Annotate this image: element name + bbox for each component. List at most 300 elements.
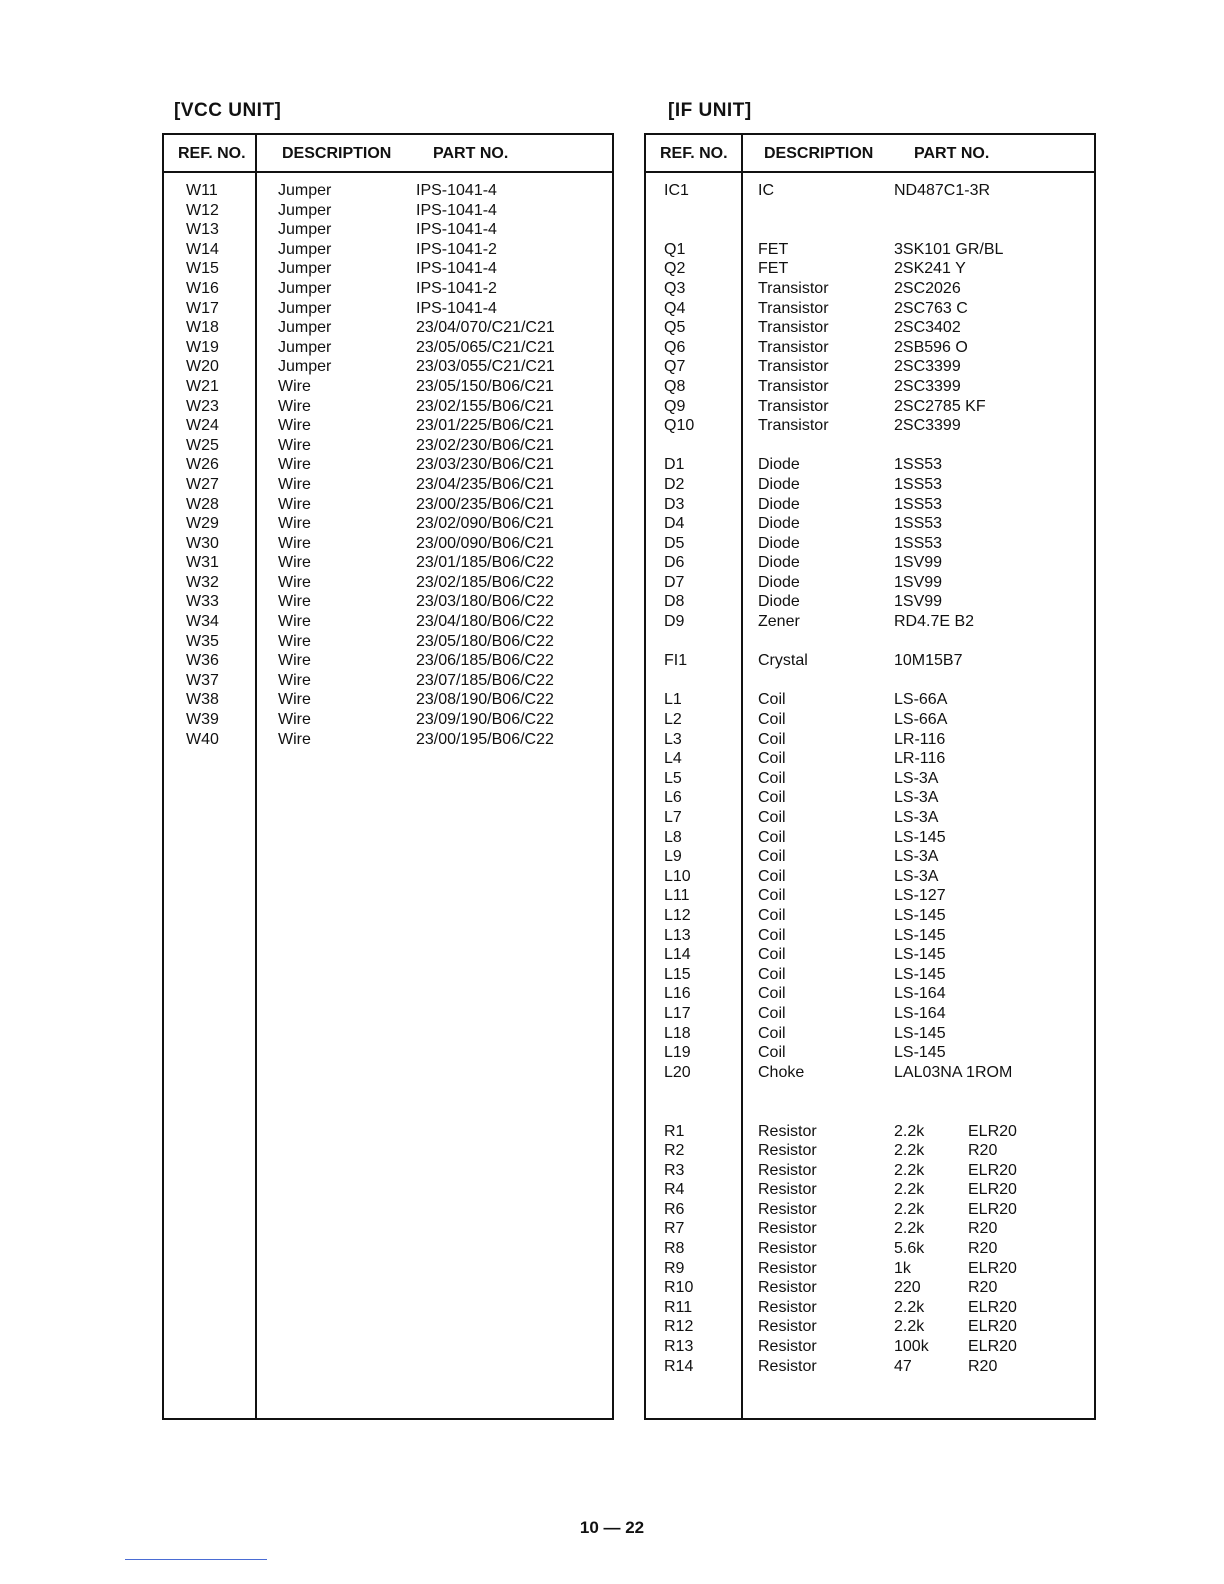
if-cell-part: 1SV99 (894, 593, 943, 611)
if-table-row (646, 671, 1094, 691)
if-table-row (646, 886, 1094, 906)
if-cell-part: 3SK101 GR/BL (894, 240, 1004, 258)
vcc-table-row (164, 318, 612, 338)
if-cell-part: 47 (894, 1357, 912, 1375)
vcc-cell-desc: Wire (278, 534, 311, 552)
if-cell-part: 1SS53 (894, 515, 943, 533)
if-cell-part2: R20 (968, 1240, 998, 1258)
if-table-row (646, 710, 1094, 730)
vcc-cell-part: 23/07/185/B06/C22 (416, 671, 554, 689)
if-cell-desc: Transistor (758, 319, 829, 337)
if-cell-desc: FET (758, 260, 789, 278)
vcc-cell-ref: W32 (186, 573, 219, 591)
if-cell-part: 2SC763 C (894, 299, 968, 317)
vcc-cell-ref: W40 (186, 730, 219, 748)
if-cell-ref: L1 (664, 691, 682, 709)
if-table-row (646, 338, 1094, 358)
if-cell-desc: Resistor (758, 1279, 817, 1297)
if-cell-desc: Transistor (758, 338, 829, 356)
vcc-unit-title: [VCC UNIT] (174, 100, 282, 121)
if-cell-part: 2.2k (894, 1200, 925, 1218)
vcc-cell-ref: W24 (186, 417, 219, 435)
if-cell-desc: Diode (758, 475, 800, 493)
if-table-row (646, 730, 1094, 750)
if-cell-part2: ELR20 (968, 1259, 1017, 1277)
vcc-cell-part: 23/02/090/B06/C21 (416, 515, 554, 533)
vcc-table-header (164, 135, 612, 173)
if-cell-desc: Coil (758, 946, 786, 964)
vcc-cell-part: IPS-1041-4 (416, 299, 497, 317)
if-table-row (646, 1298, 1094, 1318)
if-cell-ref: R1 (664, 1122, 685, 1140)
if-cell-part2: ELR20 (968, 1298, 1017, 1316)
if-table-row (646, 749, 1094, 769)
vcc-cell-ref: W39 (186, 711, 219, 729)
if-cell-ref: D8 (664, 593, 685, 611)
if-cell-part2: R20 (968, 1279, 998, 1297)
vcc-cell-ref: W34 (186, 613, 219, 631)
vcc-table-row (164, 514, 612, 534)
vcc-table-row (164, 730, 612, 750)
if-table-row (646, 495, 1094, 515)
vcc-table-row (164, 436, 612, 456)
if-cell-ref: R11 (664, 1298, 693, 1316)
vcc-cell-ref: W31 (186, 554, 219, 572)
if-cell-part: 1SS53 (894, 534, 943, 552)
if-cell-part: 2.2k (894, 1220, 925, 1238)
if-cell-part: LS-3A (894, 848, 939, 866)
if-cell-ref: L18 (664, 1024, 691, 1042)
if-cell-ref: Q5 (664, 319, 686, 337)
vcc-table-row (164, 240, 612, 260)
vcc-cell-ref: W15 (186, 260, 219, 278)
vcc-cell-part: 23/00/195/B06/C22 (416, 730, 554, 748)
vcc-table-row (164, 377, 612, 397)
if-table-row (646, 1082, 1094, 1102)
vcc-table-row (164, 534, 612, 554)
if-cell-part: 220 (894, 1279, 921, 1297)
if-cell-part: 2SC3399 (894, 377, 961, 395)
if-cell-part: LS-3A (894, 789, 939, 807)
if-table-row (646, 357, 1094, 377)
if-cell-ref: L7 (664, 809, 682, 826)
vcc-cell-ref: W29 (186, 515, 219, 533)
if-table-row (646, 201, 1094, 221)
if-table-row (646, 1043, 1094, 1063)
if-cell-ref: D3 (664, 495, 685, 513)
if-cell-ref: D1 (664, 456, 685, 474)
if-table-row (646, 906, 1094, 926)
vcc-cell-ref: W36 (186, 652, 219, 670)
if-table-row (646, 1161, 1094, 1181)
if-table-row (646, 377, 1094, 397)
if-table-row (646, 788, 1094, 808)
if-table-row (646, 1122, 1094, 1142)
vcc-cell-ref: W27 (186, 475, 219, 493)
if-cell-desc: Coil (758, 926, 786, 944)
vcc-cell-ref: W37 (186, 671, 219, 689)
if-cell-part: 1SS53 (894, 475, 943, 493)
if-cell-desc: Diode (758, 554, 800, 572)
vcc-table-row (164, 338, 612, 358)
if-cell-ref: L6 (664, 789, 682, 807)
if-cell-ref: D6 (664, 554, 685, 572)
if-table-row (646, 808, 1094, 828)
vcc-cell-desc: Wire (278, 691, 311, 709)
if-cell-part: 100k (894, 1338, 929, 1356)
vcc-cell-desc: Wire (278, 730, 311, 748)
if-cell-desc: Resistor (758, 1200, 817, 1218)
if-table-row (646, 514, 1094, 534)
if-cell-ref: L17 (664, 1004, 691, 1022)
if-table-row (646, 573, 1094, 593)
if-table-row (646, 1337, 1094, 1357)
if-cell-desc: Coil (758, 769, 786, 787)
if-cell-desc: Transistor (758, 279, 829, 297)
if-cell-ref: D7 (664, 573, 685, 591)
if-cell-part: LR-116 (894, 750, 946, 768)
vcc-cell-part: IPS-1041-4 (416, 260, 497, 278)
if-cell-part2: ELR20 (968, 1338, 1017, 1356)
if-cell-ref: R3 (664, 1161, 685, 1179)
vcc-cell-part: IPS-1041-4 (416, 201, 497, 219)
if-table-row (646, 475, 1094, 495)
if-cell-part2: R20 (968, 1357, 998, 1375)
if-cell-part: 1k (894, 1259, 911, 1277)
if-cell-ref: R2 (664, 1142, 685, 1160)
if-cell-desc: Transistor (758, 397, 829, 415)
vcc-table-row (164, 690, 612, 710)
if-cell-ref: L14 (664, 946, 691, 964)
vcc-cell-ref: W23 (186, 397, 219, 415)
if-table-row (646, 455, 1094, 475)
if-table-row (646, 1317, 1094, 1337)
vcc-table-row (164, 181, 612, 201)
if-cell-ref: Q1 (664, 240, 686, 258)
vcc-cell-ref: W21 (186, 377, 219, 395)
vcc-table-row (164, 279, 612, 299)
if-table-row (646, 1063, 1094, 1083)
if-cell-desc: Coil (758, 867, 786, 885)
if-cell-ref: Q10 (664, 417, 695, 435)
if-cell-ref: L16 (664, 985, 691, 1003)
if-cell-ref: R8 (664, 1240, 685, 1258)
vcc-cell-desc: Jumper (278, 240, 332, 258)
if-cell-desc: Coil (758, 750, 786, 768)
if-cell-ref: Q2 (664, 260, 686, 278)
if-table-row (646, 612, 1094, 632)
if-table-row (646, 299, 1094, 319)
if-cell-part: 2.2k (894, 1161, 925, 1179)
vcc-cell-ref: W17 (186, 299, 219, 317)
vcc-cell-part: 23/06/185/B06/C22 (416, 652, 554, 670)
vcc-cell-desc: Jumper (278, 260, 332, 278)
if-cell-ref: Q8 (664, 377, 686, 395)
vcc-cell-desc: Jumper (278, 221, 332, 239)
if-cell-desc: FET (758, 240, 789, 258)
vcc-cell-desc: Wire (278, 652, 311, 670)
if-table-row (646, 828, 1094, 848)
if-cell-part: 10M15B7 (894, 652, 963, 670)
if-cell-part: LS-3A (894, 809, 939, 826)
vcc-cell-desc: Jumper (278, 201, 332, 219)
if-table-row (646, 1024, 1094, 1044)
vcc-cell-part: IPS-1041-2 (416, 279, 497, 297)
if-cell-desc: Transistor (758, 377, 829, 395)
if-table-row (646, 1004, 1094, 1024)
if-cell-part: 5.6k (894, 1240, 925, 1258)
vcc-table-row (164, 201, 612, 221)
if-cell-ref: D5 (664, 534, 685, 552)
vcc-cell-ref: W35 (186, 632, 219, 650)
vcc-cell-desc: Jumper (278, 299, 332, 317)
if-unit-title: [IF UNIT] (668, 100, 752, 121)
vcc-cell-desc: Wire (278, 397, 311, 415)
if-cell-ref: D9 (664, 613, 685, 631)
if-cell-part2: R20 (968, 1142, 998, 1160)
if-cell-ref: L13 (664, 926, 691, 944)
if-cell-desc: Coil (758, 711, 786, 729)
if-cell-part2: R20 (968, 1220, 998, 1238)
vcc-cell-desc: Jumper (278, 279, 332, 297)
if-cell-part: LS-3A (894, 867, 939, 885)
if-cell-ref: D4 (664, 515, 685, 533)
vcc-cell-part: IPS-1041-4 (416, 221, 497, 239)
if-cell-part2: ELR20 (968, 1181, 1017, 1199)
if-cell-part: LS-164 (894, 1004, 946, 1022)
vcc-table-row (164, 299, 612, 319)
if-table-row (646, 259, 1094, 279)
if-cell-part: ND487C1-3R (894, 182, 991, 199)
page-number: 10 — 22 (579, 1518, 645, 1537)
if-cell-part: LS-145 (894, 1044, 946, 1062)
vcc-table-row (164, 357, 612, 377)
if-cell-part: 2SC2026 (894, 279, 961, 297)
if-cell-ref: R13 (664, 1338, 694, 1356)
if-cell-part: 2SC3399 (894, 417, 961, 435)
if-cell-desc: Transistor (758, 299, 829, 317)
if-table-row (646, 1239, 1094, 1259)
vcc-cell-part: 23/03/230/B06/C21 (416, 456, 554, 474)
decorative-line (125, 1559, 267, 1560)
vcc-cell-desc: Jumper (278, 182, 332, 199)
vcc-cell-desc: Wire (278, 417, 311, 435)
if-cell-part: 2.2k (894, 1298, 925, 1316)
vcc-cell-part: 23/04/070/C21/C21 (416, 319, 555, 337)
if-cell-part: 2SC2785 KF (894, 397, 986, 415)
if-cell-part: LS-66A (894, 691, 948, 709)
vcc-cell-part: 23/09/190/B06/C22 (416, 711, 554, 729)
vcc-cell-part: 23/05/065/C21/C21 (416, 338, 555, 356)
if-cell-ref: L10 (664, 867, 691, 885)
vcc-table-row (164, 397, 612, 417)
if-cell-part2: ELR20 (968, 1122, 1017, 1140)
vcc-cell-desc: Wire (278, 475, 311, 493)
vcc-cell-part: 23/01/185/B06/C22 (416, 554, 554, 572)
if-parts-table (644, 133, 1096, 1420)
vcc-cell-ref: W13 (186, 221, 219, 239)
if-cell-desc: Coil (758, 828, 786, 846)
if-header-part: PART NO. (914, 145, 990, 162)
vcc-cell-part: 23/02/155/B06/C21 (416, 397, 554, 415)
vcc-table-row (164, 632, 612, 652)
if-cell-desc: Choke (758, 1063, 805, 1081)
vcc-table-row (164, 416, 612, 436)
vcc-cell-desc: Wire (278, 711, 311, 729)
vcc-table-row (164, 573, 612, 593)
if-cell-desc: Coil (758, 809, 786, 826)
if-cell-desc: Diode (758, 456, 800, 474)
if-table-header (646, 135, 1094, 173)
if-cell-part: 1SV99 (894, 573, 943, 591)
if-cell-ref: L3 (664, 730, 682, 748)
vcc-table-row (164, 259, 612, 279)
if-table-row (646, 926, 1094, 946)
vcc-cell-ref: W16 (186, 279, 219, 297)
if-cell-desc: Diode (758, 495, 800, 513)
if-rows (646, 181, 1094, 1376)
if-cell-part: 2SK241 Y (894, 260, 966, 278)
vcc-cell-part: IPS-1041-4 (416, 182, 497, 199)
vcc-cell-ref: W14 (186, 240, 219, 258)
vcc-cell-ref: W19 (186, 338, 219, 356)
if-cell-ref: R7 (664, 1220, 685, 1238)
if-cell-desc: Resistor (758, 1142, 817, 1160)
vcc-table-row (164, 651, 612, 671)
if-cell-part: LS-127 (894, 887, 946, 905)
vcc-cell-ref: W30 (186, 534, 219, 552)
if-cell-ref: Q6 (664, 338, 686, 356)
if-cell-part: 1SS53 (894, 495, 943, 513)
if-cell-part: 2SB596 O (894, 338, 968, 356)
vcc-rows (164, 181, 612, 749)
if-table-row (646, 690, 1094, 710)
if-cell-desc: Coil (758, 730, 786, 748)
if-cell-ref: IC1 (664, 182, 689, 199)
if-table-row (646, 632, 1094, 652)
if-table-row (646, 397, 1094, 417)
if-cell-part: LS-66A (894, 711, 948, 729)
vcc-table-row (164, 495, 612, 515)
if-table-row (646, 318, 1094, 338)
if-cell-ref: L20 (664, 1063, 691, 1081)
if-cell-ref: R4 (664, 1181, 685, 1199)
if-table-row (646, 1102, 1094, 1122)
if-cell-ref: D2 (664, 475, 685, 493)
if-table-row (646, 1141, 1094, 1161)
vcc-cell-desc: Wire (278, 593, 311, 611)
vcc-table-row (164, 220, 612, 240)
if-cell-desc: Diode (758, 534, 800, 552)
if-cell-part: LS-145 (894, 946, 946, 964)
if-cell-ref: Q4 (664, 299, 686, 317)
vcc-cell-part: 23/00/235/B06/C21 (416, 495, 554, 513)
if-table-row (646, 553, 1094, 573)
if-cell-part2: ELR20 (968, 1161, 1017, 1179)
if-cell-part: LS-145 (894, 965, 946, 983)
if-cell-desc: Diode (758, 515, 800, 533)
vcc-table-row (164, 455, 612, 475)
if-cell-ref: Q3 (664, 279, 686, 297)
vcc-table-row (164, 710, 612, 730)
vcc-cell-desc: Jumper (278, 338, 332, 356)
if-cell-part: 2.2k (894, 1142, 925, 1160)
if-cell-desc: Coil (758, 848, 786, 866)
if-table-row (646, 1219, 1094, 1239)
vcc-cell-desc: Wire (278, 573, 311, 591)
if-cell-part: LS-145 (894, 926, 946, 944)
if-cell-desc: Crystal (758, 652, 808, 670)
if-cell-part: 2.2k (894, 1122, 925, 1140)
vcc-cell-ref: W33 (186, 593, 219, 611)
if-cell-part: LS-3A (894, 769, 939, 787)
if-cell-ref: R6 (664, 1200, 685, 1218)
if-cell-desc: Resistor (758, 1122, 817, 1140)
if-header-desc: DESCRIPTION (764, 145, 874, 162)
if-cell-ref: L11 (664, 887, 690, 905)
if-table-row (646, 1259, 1094, 1279)
if-table-row (646, 945, 1094, 965)
if-cell-ref: Q9 (664, 397, 686, 415)
vcc-cell-ref: W18 (186, 319, 219, 337)
vcc-cell-part: 23/08/190/B06/C22 (416, 691, 554, 709)
if-cell-part: LS-145 (894, 906, 946, 924)
if-cell-part: 2SC3399 (894, 358, 961, 376)
if-cell-desc: Diode (758, 573, 800, 591)
if-table-row (646, 534, 1094, 554)
if-cell-part: LS-145 (894, 1024, 946, 1042)
if-cell-desc: Resistor (758, 1298, 817, 1316)
if-cell-desc: Coil (758, 985, 786, 1003)
vcc-table-row (164, 553, 612, 573)
vcc-parts-table (162, 133, 614, 1420)
if-cell-ref: R14 (664, 1357, 694, 1375)
vcc-cell-part: 23/03/180/B06/C22 (416, 593, 554, 611)
if-cell-desc: Resistor (758, 1181, 817, 1199)
vcc-cell-ref: W25 (186, 436, 219, 454)
vcc-cell-desc: Wire (278, 613, 311, 631)
if-cell-desc: Diode (758, 593, 800, 611)
vcc-cell-part: 23/02/230/B06/C21 (416, 436, 554, 454)
if-cell-desc: Resistor (758, 1220, 817, 1238)
if-cell-desc: Coil (758, 1004, 786, 1022)
vcc-cell-ref: W20 (186, 358, 219, 376)
vcc-cell-ref: W38 (186, 691, 219, 709)
if-cell-part: LR-116 (894, 730, 946, 748)
vcc-table-row (164, 612, 612, 632)
vcc-cell-desc: Wire (278, 554, 311, 572)
if-cell-part: LS-164 (894, 985, 946, 1003)
if-cell-desc: Resistor (758, 1240, 817, 1258)
if-header-ref: REF. NO. (660, 145, 728, 162)
if-cell-ref: R10 (664, 1279, 694, 1297)
if-cell-ref: L2 (664, 711, 682, 729)
if-cell-part: 2.2k (894, 1181, 925, 1199)
if-cell-desc: Coil (758, 1024, 786, 1042)
if-cell-desc: Coil (758, 887, 786, 905)
if-cell-part2: ELR20 (968, 1318, 1017, 1336)
vcc-cell-part: IPS-1041-2 (416, 240, 497, 258)
if-cell-desc: IC (758, 182, 774, 199)
if-cell-part: RD4.7E B2 (894, 613, 975, 631)
if-cell-part2: ELR20 (968, 1200, 1017, 1218)
if-cell-part: LS-145 (894, 828, 946, 846)
if-table-row (646, 867, 1094, 887)
if-cell-desc: Resistor (758, 1259, 817, 1277)
if-table-row (646, 416, 1094, 436)
if-cell-desc: Resistor (758, 1338, 817, 1356)
if-table-row (646, 1200, 1094, 1220)
